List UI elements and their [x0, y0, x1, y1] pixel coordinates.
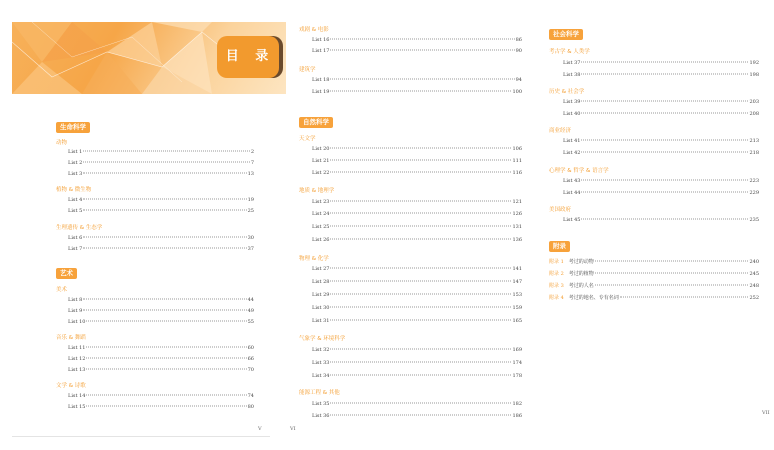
leader-dots: [83, 248, 246, 249]
leader-dots: [330, 362, 511, 363]
toc-entry[interactable]: [563, 189, 759, 197]
toc-entry[interactable]: [312, 291, 522, 299]
leader-dots: [330, 213, 511, 214]
subhead-us-government: 美国政府: [549, 207, 572, 213]
leader-dots: [581, 140, 748, 141]
toc-entry[interactable]: [312, 36, 522, 44]
toc-entry[interactable]: [312, 317, 522, 325]
toc-entry-label: List 19: [312, 89, 330, 95]
toc-entry[interactable]: [312, 236, 522, 244]
toc-entry[interactable]: [68, 234, 254, 242]
toc-entry-page: 90: [515, 48, 522, 54]
toc-entry[interactable]: [563, 71, 759, 79]
subhead-physiology: 生理遗传 & 生态学: [56, 225, 103, 231]
leader-dots: [330, 201, 511, 202]
toc-entry-page: 136: [512, 237, 522, 243]
toc-page-left: [0, 0, 284, 450]
toc-entry-page: 218: [749, 150, 759, 156]
appendix-entry[interactable]: [549, 294, 759, 302]
toc-entry-page: 2: [250, 149, 254, 155]
toc-entry-label: List 30: [312, 305, 330, 311]
appendix-page: 248: [749, 283, 759, 289]
appendix-label: 考过的地名、专有名词: [568, 295, 619, 301]
appendix-page: 240: [749, 259, 759, 265]
toc-entry-page: 208: [749, 111, 759, 117]
toc-entry-label: List 33: [312, 360, 330, 366]
toc-entry-page: 19: [247, 197, 254, 203]
appendix-key: 附录 3: [549, 283, 564, 289]
leader-dots: [83, 310, 246, 311]
leader-dots: [330, 226, 511, 227]
leader-dots: [83, 210, 246, 211]
toc-entry-label: List 3: [68, 171, 83, 177]
toc-entry-label: List 4: [68, 197, 83, 203]
leader-dots: [330, 91, 511, 92]
leader-dots: [581, 180, 748, 181]
toc-entry-page: 13: [247, 171, 254, 177]
leader-dots: [330, 375, 511, 376]
toc-entry-label: List 41: [563, 138, 581, 144]
appendix-key: 附录 1: [549, 259, 564, 265]
toc-entry-page: 94: [515, 77, 522, 83]
toc-entry-label: List 31: [312, 318, 330, 324]
toc-entry-label: List 7: [68, 246, 83, 252]
toc-entry[interactable]: [563, 177, 759, 185]
toc-entry-page: 100: [512, 89, 522, 95]
toc-entry-page: 44: [247, 297, 254, 303]
toc-entry[interactable]: [68, 307, 254, 315]
section-tag-art: 艺术: [56, 268, 77, 279]
toc-banner: [12, 22, 286, 94]
toc-entry[interactable]: [68, 355, 254, 363]
leader-dots: [330, 239, 511, 240]
toc-entry[interactable]: [312, 265, 522, 273]
toc-entry[interactable]: [312, 76, 522, 84]
leader-dots: [330, 39, 514, 40]
leader-dots: [595, 273, 749, 274]
appendix-page: 252: [749, 295, 759, 301]
toc-entry[interactable]: [68, 403, 254, 411]
leader-dots: [330, 160, 511, 161]
toc-entry-label: List 42: [563, 150, 581, 156]
toc-entry-page: 198: [749, 72, 759, 78]
toc-entry-page: 60: [247, 345, 254, 351]
toc-entry[interactable]: [563, 98, 759, 106]
toc-entry-page: 141: [512, 266, 522, 272]
subhead-archaeology: 考古学 & 人类学: [549, 49, 590, 55]
toc-entry[interactable]: [312, 88, 522, 96]
toc-entry-page: 121: [512, 199, 522, 205]
toc-entry-label: List 18: [312, 77, 330, 83]
toc-entry[interactable]: [68, 159, 254, 167]
leader-dots: [83, 173, 246, 174]
section-tag-appendix: 附录: [549, 241, 570, 252]
toc-entry[interactable]: [563, 137, 759, 145]
page-number-right: VII: [762, 410, 770, 416]
toc-entry-page: 178: [512, 373, 522, 379]
toc-entry-label: List 12: [68, 356, 86, 362]
leader-dots: [83, 299, 246, 300]
subhead-physics-chemistry: 物理 & 化学: [299, 256, 329, 262]
subhead-drama-film: 戏剧 & 电影: [299, 27, 329, 33]
subhead-literature: 文学 & 诗歌: [56, 383, 86, 389]
toc-page-middle: [284, 0, 540, 450]
section-tag-life-science: 生命科学: [56, 122, 90, 133]
toc-entry[interactable]: [563, 59, 759, 67]
leader-dots: [330, 294, 511, 295]
leader-dots: [330, 320, 511, 321]
toc-entry[interactable]: [68, 344, 254, 352]
subhead-astronomy: 天文学: [299, 136, 316, 142]
toc-entry[interactable]: [563, 216, 759, 224]
toc-entry[interactable]: [68, 245, 254, 253]
toc-entry-label: List 13: [68, 367, 86, 373]
leader-dots: [595, 285, 749, 286]
appendix-page: 245: [749, 271, 759, 277]
leader-dots: [330, 281, 511, 282]
toc-entry-page: 111: [512, 158, 522, 164]
leader-dots: [86, 406, 246, 407]
toc-entry-label: List 29: [312, 292, 330, 298]
leader-dots: [86, 395, 246, 396]
subhead-geology: 地质 & 地理学: [299, 188, 335, 194]
toc-entry-label: List 23: [312, 199, 330, 205]
toc-entry-label: List 15: [68, 404, 86, 410]
leader-dots: [581, 192, 748, 193]
toc-entry-page: 186: [512, 413, 522, 419]
leader-dots: [83, 199, 246, 200]
toc-entry-page: 49: [247, 308, 254, 314]
toc-entry-page: 131: [512, 224, 522, 230]
leader-dots: [330, 50, 514, 51]
subhead-animals: 动物: [56, 140, 68, 146]
toc-entry-label: List 38: [563, 72, 581, 78]
appendix-label: 考过的动物: [568, 259, 594, 265]
toc-entry-label: List 32: [312, 347, 330, 353]
toc-entry[interactable]: [312, 304, 522, 312]
leader-dots: [86, 347, 246, 348]
toc-entry-label: List 45: [563, 217, 581, 223]
toc-entry-label: List 10: [68, 319, 86, 325]
toc-entry-page: 7: [250, 160, 254, 166]
subhead-plants: 植物 & 微生物: [56, 187, 92, 193]
toc-entry-page: 203: [749, 99, 759, 105]
leader-dots: [581, 101, 748, 102]
leader-dots: [330, 415, 511, 416]
toc-entry-label: List 17: [312, 48, 330, 54]
toc-entry-label: List 5: [68, 208, 83, 214]
appendix-entry[interactable]: [549, 270, 759, 278]
toc-entry-page: 55: [247, 319, 254, 325]
leader-dots: [330, 79, 514, 80]
leader-dots: [595, 261, 749, 262]
leader-dots: [330, 148, 511, 149]
toc-entry[interactable]: [312, 223, 522, 231]
toc-entry-label: List 35: [312, 401, 330, 407]
toc-entry[interactable]: [312, 169, 522, 177]
toc-entry[interactable]: [68, 392, 254, 400]
leader-dots: [83, 151, 250, 152]
leader-dots: [330, 172, 511, 173]
toc-entry-page: 153: [512, 292, 522, 298]
toc-entry-page: 70: [247, 367, 254, 373]
toc-entry-page: 147: [512, 279, 522, 285]
toc-entry[interactable]: [68, 148, 254, 156]
toc-entry-label: List 44: [563, 190, 581, 196]
toc-entry-label: List 16: [312, 37, 330, 43]
toc-entry-page: 223: [749, 178, 759, 184]
toc-entry[interactable]: [68, 196, 254, 204]
leader-dots: [581, 62, 748, 63]
toc-entry-page: 66: [247, 356, 254, 362]
toc-entry-page: 80: [247, 404, 254, 410]
toc-entry-label: List 26: [312, 237, 330, 243]
toc-entry-label: List 21: [312, 158, 330, 164]
leader-dots: [330, 268, 511, 269]
toc-entry-label: List 9: [68, 308, 83, 314]
toc-entry-page: 174: [512, 360, 522, 366]
toc-entry-page: 159: [512, 305, 522, 311]
leader-dots: [581, 219, 748, 220]
toc-entry-page: 192: [749, 60, 759, 66]
toc-page-right: [540, 0, 774, 450]
appendix-label: 考过的人名: [568, 283, 594, 289]
toc-entry-page: 106: [512, 146, 522, 152]
toc-entry-page: 30: [247, 235, 254, 241]
toc-entry-page: 165: [512, 318, 522, 324]
toc-entry[interactable]: [312, 278, 522, 286]
toc-entry-label: List 43: [563, 178, 581, 184]
toc-entry-label: List 40: [563, 111, 581, 117]
leader-dots: [581, 74, 748, 75]
toc-entry-label: List 22: [312, 170, 330, 176]
appendix-label: 考过的植物: [568, 271, 594, 277]
leader-dots: [83, 162, 250, 163]
toc-entry[interactable]: [563, 110, 759, 118]
section-tag-natural-science: 自然科学: [299, 117, 333, 128]
leader-dots: [330, 349, 511, 350]
subhead-business: 商业经济: [549, 128, 572, 134]
appendix-key: 附录 2: [549, 271, 564, 277]
toc-entry-label: List 27: [312, 266, 330, 272]
footer-divider: [12, 436, 270, 437]
leader-dots: [581, 113, 748, 114]
toc-entry-label: List 14: [68, 393, 86, 399]
subhead-meteorology: 气象学 & 环境科学: [299, 336, 346, 342]
toc-entry[interactable]: [312, 157, 522, 165]
toc-entry-label: List 39: [563, 99, 581, 105]
toc-entry-label: List 37: [563, 60, 581, 66]
appendix-entry[interactable]: [549, 282, 759, 290]
toc-entry-label: List 25: [312, 224, 330, 230]
toc-entry-label: List 20: [312, 146, 330, 152]
leader-dots: [330, 403, 511, 404]
leader-dots: [581, 152, 748, 153]
toc-entry-page: 116: [512, 170, 522, 176]
leader-dots: [86, 369, 246, 370]
toc-entry[interactable]: [312, 412, 522, 420]
toc-entry-page: 126: [512, 211, 522, 217]
toc-entry[interactable]: [312, 210, 522, 218]
subhead-psychology: 心理学 & 哲学 & 语言学: [549, 168, 609, 174]
toc-entry[interactable]: [312, 145, 522, 153]
toc-entry[interactable]: [312, 400, 522, 408]
toc-entry-label: List 2: [68, 160, 83, 166]
toc-entry-label: List 34: [312, 373, 330, 379]
subhead-music: 音乐 & 舞蹈: [56, 335, 86, 341]
toc-entry[interactable]: [563, 149, 759, 157]
toc-entry-page: 37: [247, 246, 254, 252]
toc-entry[interactable]: [312, 359, 522, 367]
subhead-energy: 能源工程 & 其他: [299, 390, 340, 396]
subhead-architecture: 建筑学: [299, 67, 316, 73]
toc-entry[interactable]: [68, 170, 254, 178]
toc-entry-page: 74: [247, 393, 254, 399]
toc-title: 目 录: [217, 36, 279, 78]
toc-entry-label: List 11: [68, 345, 86, 351]
toc-entry[interactable]: [68, 318, 254, 326]
toc-entry-page: 213: [749, 138, 759, 144]
toc-entry[interactable]: [68, 366, 254, 374]
toc-entry[interactable]: [68, 207, 254, 215]
leader-dots: [620, 297, 749, 298]
toc-entry-label: List 28: [312, 279, 330, 285]
leader-dots: [86, 358, 246, 359]
toc-entry-page: 182: [512, 401, 522, 407]
toc-entry-page: 229: [749, 190, 759, 196]
toc-entry-page: 25: [247, 208, 254, 214]
toc-entry[interactable]: [312, 47, 522, 55]
appendix-key: 附录 4: [549, 295, 564, 301]
leader-dots: [330, 307, 511, 308]
toc-entry-page: 235: [749, 217, 759, 223]
toc-entry-label: List 36: [312, 413, 330, 419]
toc-entry-label: List 6: [68, 235, 83, 241]
page-number-middle: VI: [290, 426, 296, 432]
appendix-entry[interactable]: [549, 258, 759, 266]
section-tag-social-science: 社会科学: [549, 29, 583, 40]
toc-entry-label: List 1: [68, 149, 83, 155]
toc-entry-page: 169: [512, 347, 522, 353]
toc-entry-label: List 8: [68, 297, 83, 303]
toc-entry-label: List 24: [312, 211, 330, 217]
page-number-left: V: [258, 426, 262, 432]
leader-dots: [83, 237, 246, 238]
toc-entry[interactable]: [68, 296, 254, 304]
toc-entry[interactable]: [312, 198, 522, 206]
toc-entry-page: 86: [515, 37, 522, 43]
subhead-fine-art: 美术: [56, 287, 68, 293]
leader-dots: [86, 321, 246, 322]
toc-entry[interactable]: [312, 346, 522, 354]
subhead-history: 历史 & 社会学: [549, 89, 585, 95]
toc-entry[interactable]: [312, 372, 522, 380]
